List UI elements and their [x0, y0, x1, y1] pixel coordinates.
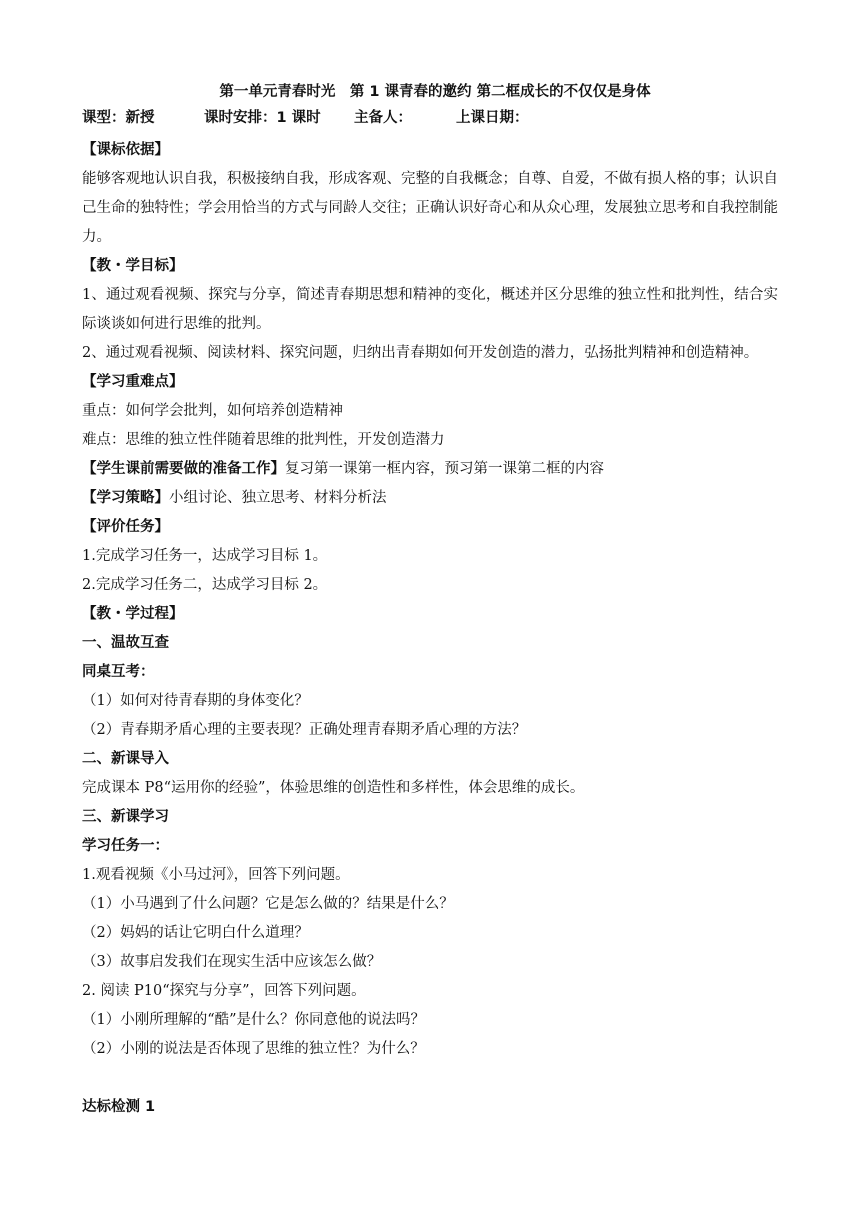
intro-heading: 二、新课导入	[82, 751, 169, 767]
curriculum-text: 能够客观地认识自我，积极接纳自我，形成客观、完整的自我概念；自尊、自爱，不做有损人格的事；认识自己生命的独特性；学会用恰当的方式与同龄人交往；正确认识好奇心和从众心理，发展独立思考和自我控制能力。	[82, 171, 778, 245]
task1-item-1-question-2: （2）妈妈的话让它明白什么道理？	[82, 925, 309, 941]
lesson-type: 课型：新授	[82, 110, 155, 126]
document-title: 第一单元青春时光 第 1 课青春的邀约 第二框成长的不仅仅是身体	[219, 84, 651, 100]
lesson-date: 上课日期：	[456, 110, 529, 126]
evaluation-item-2: 2.完成学习任务二，达成学习目标 2。	[82, 577, 328, 593]
intro-text: 完成课本 P8“运用你的经验”，体验思维的创造性和多样性，体会思维的成长。	[82, 780, 585, 796]
objective-2: 2、通过观看视频、阅读材料、探究问题，归纳出青春期如何开发创造的潜力，弘扬批判精神和创造精神。	[82, 345, 759, 361]
objectives-heading: 【教・学目标】	[82, 258, 184, 274]
review-question-2: （2）青春期矛盾心理的主要表现？正确处理青春期矛盾心理的方法？	[82, 722, 527, 738]
objective-1: 1、通过观看视频、探究与分享，简述青春期思想和精神的变化，概述并区分思维的独立性和批判性，结合实际谈谈如何进行思维的批判。	[82, 287, 778, 332]
curriculum-heading: 【课标依据】	[82, 142, 169, 158]
evaluation-item-1: 1.完成学习任务一，达成学习目标 1。	[82, 548, 328, 564]
prep-line	[82, 455, 778, 484]
lesson-preparer: 主备人：	[354, 110, 412, 126]
evaluation-heading: 【评价任务】	[82, 519, 169, 535]
learn-heading: 三、新课学习	[82, 809, 169, 825]
task1-item-1: 1.观看视频《小马过河》，回答下列问题。	[82, 867, 350, 883]
process-heading: 【教・学过程】	[82, 606, 184, 622]
task1-item-1-question-3: （3）故事启发我们在现实生活中应该怎么做？	[82, 954, 382, 970]
prep-label: 【学生课前需要做的准备工作】	[82, 461, 285, 477]
keypoints-heading: 【学习重难点】	[82, 374, 184, 390]
review-subheading: 同桌互考：	[82, 664, 155, 680]
review-question-1: （1）如何对待青春期的身体变化？	[82, 693, 309, 709]
strategy-line	[82, 484, 778, 513]
blank-line	[82, 1064, 778, 1093]
task1-item-2-question-2: （2）小刚的说法是否体现了思维的独立性？为什么？	[82, 1041, 425, 1057]
lesson-schedule: 课时安排：1 课时	[204, 110, 321, 126]
task1-item-2: 2. 阅读 P10“探究与分享”，回答下列问题。	[82, 983, 366, 999]
keypoint-text: 重点：如何学会批判，如何培养创造精神	[82, 403, 343, 419]
strategy-text: 小组讨论、独立思考、材料分析法	[169, 490, 387, 506]
difficulty-text: 难点：思维的独立性伴随着思维的批判性，开发创造潜力	[82, 432, 445, 448]
task1-item-2-question-1: （1）小刚所理解的“酷”是什么？你同意他的说法吗？	[82, 1012, 426, 1028]
strategy-label: 【学习策略】	[82, 490, 169, 506]
lesson-meta	[82, 106, 778, 132]
task1-item-1-question-1: （1）小马遇到了什么问题？它是怎么做的？结果是什么？	[82, 896, 454, 912]
task1-heading: 学习任务一：	[82, 838, 169, 854]
review-heading: 一、温故互查	[82, 635, 169, 651]
check-heading: 达标检测 1	[82, 1099, 156, 1115]
prep-text: 复习第一课第一框内容，预习第一课第二框的内容	[285, 461, 604, 477]
